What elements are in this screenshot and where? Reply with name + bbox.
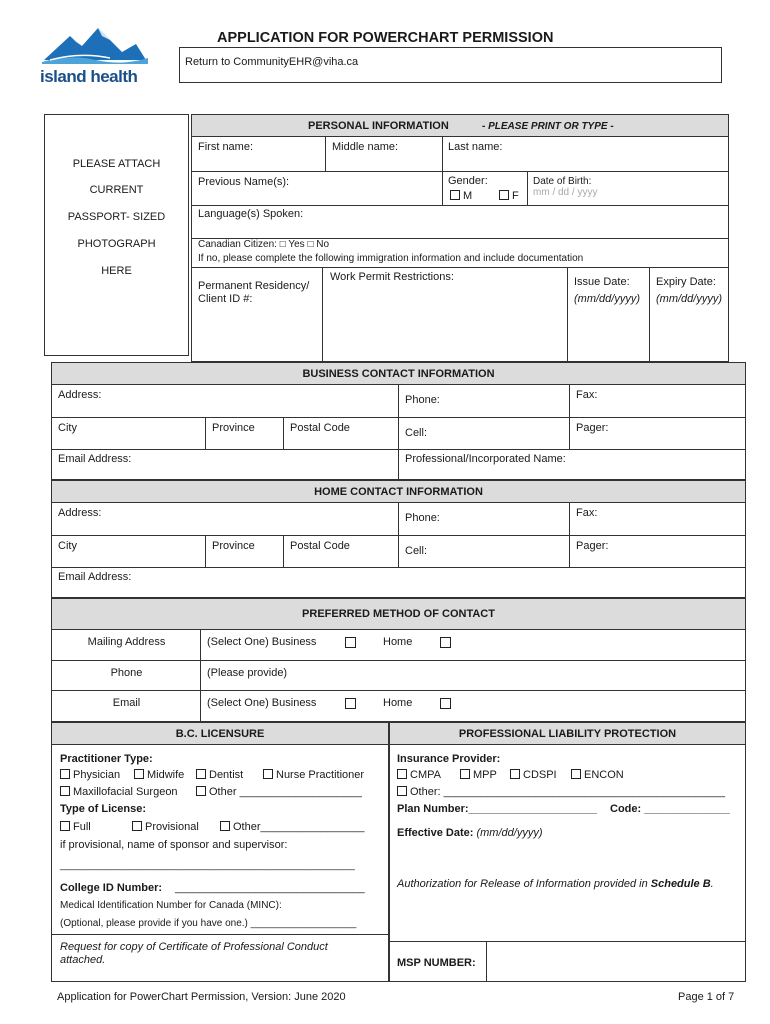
email-home-checkbox[interactable]	[440, 698, 451, 709]
college-id-label: College ID Number:	[60, 882, 163, 894]
business-fax-field[interactable]: Fax:	[576, 389, 598, 401]
full-license-option[interactable]	[60, 821, 91, 833]
provisional-license-label: Provisional	[145, 821, 199, 833]
gender-f-checkbox[interactable]	[499, 190, 509, 200]
bc-licensure-section	[51, 722, 389, 982]
mailing-select-label: (Select One) Business	[207, 636, 317, 648]
schedule-b-text: Schedule B	[650, 878, 711, 890]
languages-row	[192, 206, 728, 239]
email-business-checkbox[interactable]	[345, 698, 356, 709]
other-license-option[interactable]	[220, 821, 365, 833]
physician-label: Physician	[73, 769, 121, 781]
footer-page-number: Page 1 of 7	[678, 991, 735, 1003]
cdspi-label: CDSPI	[523, 769, 557, 781]
college-id-field[interactable]: _______________________________	[175, 882, 365, 894]
home-contact-header	[52, 481, 745, 503]
encon-checkbox[interactable]	[571, 769, 581, 779]
business-city-field[interactable]: City	[58, 422, 77, 434]
gender-f-option[interactable]	[499, 190, 519, 202]
mpp-label: MPP	[473, 769, 497, 781]
home-email-row	[52, 568, 745, 597]
personal-info-title: PERSONAL INFORMATION	[308, 120, 449, 132]
request-certificate-line-2: attached.	[60, 954, 106, 966]
pr-label-1: Permanent Residency/	[198, 280, 310, 292]
mailing-address-label: Mailing Address	[87, 636, 166, 648]
pr-label-2[interactable]: Client ID #:	[198, 293, 253, 305]
business-postal-field[interactable]: Postal Code	[290, 422, 350, 434]
previous-names-row	[192, 172, 728, 206]
languages-field[interactable]: Language(s) Spoken:	[198, 208, 304, 220]
gender-m-label: M	[463, 190, 473, 202]
effective-date-format: (mm/dd/yyyy)	[476, 827, 543, 839]
citizen-row	[192, 239, 728, 269]
home-cell-field[interactable]: Cell:	[405, 545, 428, 557]
personal-info-section	[191, 114, 729, 362]
liability-protection-title: PROFESSIONAL LIABILITY PROTECTION	[458, 728, 677, 740]
page-title: APPLICATION FOR POWERCHART PERMISSION	[217, 30, 554, 46]
nurse-practitioner-option[interactable]	[263, 769, 364, 781]
personal-info-header	[192, 115, 728, 137]
encon-label: ENCON	[584, 769, 624, 781]
home-postal-field[interactable]: Postal Code	[290, 540, 350, 552]
work-permit-field[interactable]: Work Permit Restrictions:	[330, 271, 454, 283]
other-practitioner-option[interactable]	[196, 786, 362, 798]
business-city-row	[52, 418, 745, 450]
request-certificate-line-1: Request for copy of Certificate of Professional Conduct	[60, 941, 328, 953]
business-address-cell	[52, 385, 399, 417]
business-email-row	[52, 450, 745, 479]
midwife-option[interactable]	[134, 769, 184, 781]
minc-field[interactable]: (Optional, please provide if you have one.) ___________________	[60, 918, 357, 929]
physician-checkbox[interactable]	[60, 769, 70, 779]
canadian-citizen-field[interactable]: Canadian Citizen: □ Yes □ No	[198, 239, 330, 250]
return-to-text: Return to CommunityEHR@viha.ca	[185, 56, 359, 68]
business-address-row	[52, 385, 745, 418]
sponsor-label: if provisional, name of sponsor and supervisor:	[60, 839, 288, 851]
dob-label: Date of Birth:	[533, 176, 592, 187]
middle-name-field[interactable]: Middle name:	[332, 141, 399, 153]
names-row	[192, 137, 728, 172]
cdspi-checkbox[interactable]	[510, 769, 520, 779]
cmpa-label: CMPA	[410, 769, 441, 781]
photo-line-5: HERE	[101, 265, 132, 277]
preferred-mailing-row	[52, 630, 745, 661]
home-contact-title: HOME CONTACT INFORMATION	[314, 486, 483, 498]
immigration-note: If no, please complete the following immigration information and include documentation	[198, 253, 584, 264]
business-contact-title: BUSINESS CONTACT INFORMATION	[302, 368, 495, 380]
bc-licensure-header	[52, 723, 388, 745]
other-insurance-field[interactable]: Other: ______________________________________________	[410, 786, 726, 798]
midwife-checkbox[interactable]	[134, 769, 144, 779]
business-email-field[interactable]: Email Address:	[58, 453, 132, 465]
full-license-label: Full	[73, 821, 91, 833]
cmpa-option[interactable]	[397, 769, 441, 781]
issue-date-field[interactable]: (mm/dd/yyyy)	[574, 293, 640, 305]
authorization-text: Authorization for Release of Information provided in	[397, 878, 648, 890]
gender-label: Gender:	[448, 175, 488, 187]
gender-m-checkbox[interactable]	[450, 190, 460, 200]
mailing-home-label: Home	[383, 636, 413, 648]
phone-method-label: Phone	[110, 667, 143, 679]
home-phone-field[interactable]: Phone:	[405, 512, 440, 524]
home-address-cell	[52, 503, 399, 535]
cdspi-option[interactable]	[510, 769, 557, 781]
other-insurance-checkbox[interactable]	[397, 786, 407, 796]
home-fax-field[interactable]: Fax:	[576, 507, 598, 519]
bc-licensure-title: B.C. LICENSURE	[175, 728, 265, 740]
expiry-date-label: Expiry Date:	[656, 276, 716, 288]
photo-line-3: PASSPORT- SIZED	[67, 211, 166, 223]
business-province-field[interactable]: Province	[212, 422, 255, 434]
mailing-business-checkbox[interactable]	[345, 637, 356, 648]
logo-text: island health	[40, 67, 138, 86]
home-contact-section	[51, 480, 746, 598]
other-insurance-option[interactable]	[397, 786, 725, 798]
return-to-box	[179, 47, 722, 83]
photo-line-2: CURRENT	[89, 184, 144, 196]
request-certificate-row	[52, 934, 388, 981]
email-select-label: (Select One) Business	[207, 697, 317, 709]
maxillofacial-option[interactable]	[60, 786, 178, 798]
nurse-practitioner-label: Nurse Practitioner	[276, 769, 365, 781]
home-address-field[interactable]: Address:	[58, 507, 102, 519]
business-address-field[interactable]: Address:	[58, 389, 102, 401]
other-license-checkbox[interactable]	[220, 821, 230, 831]
business-professional-name-field[interactable]: Professional/Incorporated Name:	[405, 453, 566, 465]
gender-f-label: F	[512, 190, 519, 202]
home-province-field[interactable]: Province	[212, 540, 255, 552]
code-field[interactable]: Code: ______________	[610, 803, 730, 815]
dentist-option[interactable]	[196, 769, 243, 781]
preferred-contact-section	[51, 598, 746, 722]
photo-line-4: PHOTOGRAPH	[77, 238, 156, 250]
preferred-contact-title: PREFERRED METHOD OF CONTACT	[302, 608, 495, 620]
business-pager-field[interactable]: Pager:	[576, 422, 609, 434]
home-city-row	[52, 536, 745, 568]
expiry-date-field[interactable]: (mm/dd/yyyy)	[656, 293, 722, 305]
effective-date-field[interactable]	[397, 827, 542, 839]
business-contact-section	[51, 362, 746, 480]
mpp-checkbox[interactable]	[460, 769, 470, 779]
liability-protection-section	[389, 722, 746, 982]
practitioner-type-label: Practitioner Type:	[60, 753, 153, 765]
msp-number-label: MSP NUMBER:	[397, 957, 476, 969]
gender-m-option[interactable]	[450, 190, 472, 202]
phone-provide-field[interactable]: (Please provide)	[207, 667, 288, 679]
immigration-row	[192, 267, 728, 361]
full-license-checkbox[interactable]	[60, 821, 70, 831]
other-license-field[interactable]: Other_________________	[233, 821, 365, 833]
other-practitioner-checkbox[interactable]	[196, 786, 206, 796]
provisional-license-option[interactable]	[132, 821, 199, 833]
home-city-field[interactable]: City	[58, 540, 77, 552]
encon-option[interactable]	[571, 769, 624, 781]
mailing-home-checkbox[interactable]	[440, 637, 451, 648]
last-name-field[interactable]: Last name:	[448, 141, 503, 153]
print-or-type-note: - PLEASE PRINT OR TYPE -	[482, 121, 614, 132]
home-email-field[interactable]: Email Address:	[58, 571, 132, 583]
issue-date-label: Issue Date:	[574, 276, 630, 288]
home-address-row	[52, 503, 745, 536]
authorization-note: Authorization for Release of Information provided in Schedule B.	[397, 878, 714, 890]
license-type-label: Type of License:	[60, 803, 146, 815]
island-health-logo	[40, 22, 150, 84]
photo-box	[44, 114, 189, 356]
preferred-phone-row	[52, 661, 745, 691]
mountain-logo-icon	[40, 22, 150, 66]
maxillofacial-label: Maxillofacial Surgeon	[73, 786, 178, 798]
insurance-provider-label: Insurance Provider:	[397, 753, 501, 765]
effective-date-label: Effective Date:	[397, 827, 474, 839]
plan-number-field[interactable]: Plan Number:_____________________	[397, 803, 597, 815]
mpp-option[interactable]	[460, 769, 497, 781]
maxillofacial-checkbox[interactable]	[60, 786, 70, 796]
email-method-label: Email	[112, 697, 141, 709]
sponsor-field[interactable]: _____________________________________________________	[60, 860, 355, 871]
dob-field[interactable]: mm / dd / yyyy	[533, 187, 598, 198]
other-practitioner-field[interactable]: Other ____________________	[209, 786, 362, 798]
cmpa-checkbox[interactable]	[397, 769, 407, 779]
business-phone-field[interactable]: Phone:	[405, 394, 440, 406]
midwife-label: Midwife	[147, 769, 185, 781]
msp-row	[390, 941, 745, 981]
msp-number-field[interactable]	[488, 942, 745, 982]
physician-option[interactable]	[60, 769, 120, 781]
business-contact-header	[52, 363, 745, 385]
home-pager-field[interactable]: Pager:	[576, 540, 609, 552]
email-home-label: Home	[383, 697, 413, 709]
previous-names-field[interactable]: Previous Name(s):	[198, 176, 290, 188]
business-cell-field[interactable]: Cell:	[405, 427, 428, 439]
preferred-contact-header	[52, 599, 745, 630]
preferred-email-row	[52, 691, 745, 721]
dentist-checkbox[interactable]	[196, 769, 206, 779]
photo-line-1: PLEASE ATTACH	[72, 158, 161, 170]
liability-protection-header	[390, 723, 745, 745]
minc-label: Medical Identification Number for Canada (MINC):	[60, 900, 282, 911]
footer-version: Application for PowerChart Permission, Version: June 2020	[57, 991, 346, 1003]
dentist-label: Dentist	[209, 769, 244, 781]
first-name-field[interactable]: First name:	[198, 141, 254, 153]
nurse-practitioner-checkbox[interactable]	[263, 769, 273, 779]
provisional-license-checkbox[interactable]	[132, 821, 142, 831]
